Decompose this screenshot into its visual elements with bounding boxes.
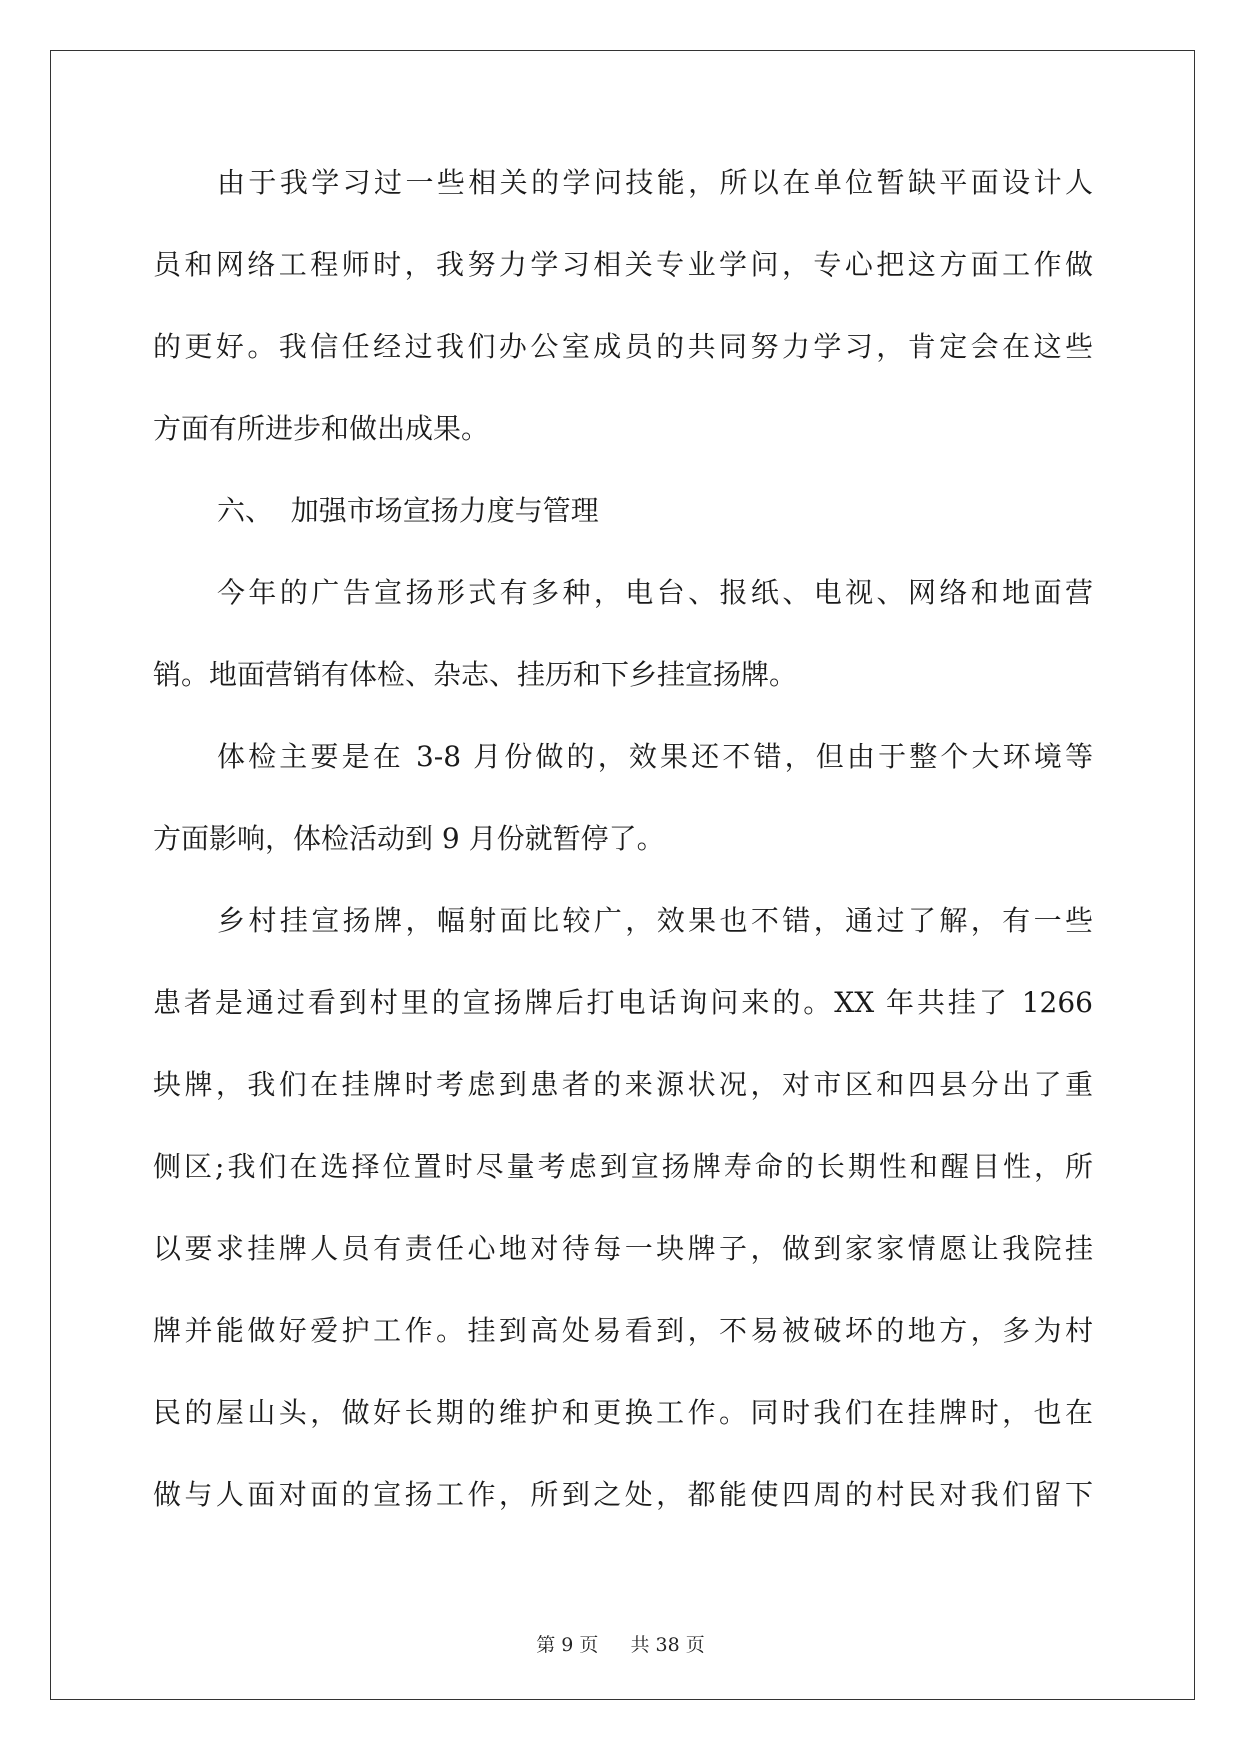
text-line: 侧区;我们在选择位置时尽量考虑到宣扬牌寿命的长期性和醒目性，所 [153, 1150, 1093, 1183]
text-line: 的更好。我信任经过我们办公室成员的共同努力学习，肯定会在这些 [153, 330, 1093, 363]
text-line: 销。地面营销有体检、杂志、挂历和下乡挂宣扬牌。 [153, 658, 798, 691]
text-line: 由于我学习过一些相关的学问技能，所以在单位暂缺平面设计人 [217, 166, 1093, 199]
text-line: 以要求挂牌人员有责任心地对待每一块牌子，做到家家情愿让我院挂 [153, 1232, 1093, 1265]
text-line: 员和网络工程师时，我努力学习相关专业学问，专心把这方面工作做 [153, 248, 1093, 281]
text-line: 块牌，我们在挂牌时考虑到患者的来源状况，对市区和四县分出了重 [153, 1068, 1093, 1101]
section-heading: 六、 加强市场宣扬力度与管理 [217, 494, 599, 527]
text-line: 做与人面对面的宣扬工作，所到之处，都能使四周的村民对我们留下 [153, 1478, 1093, 1511]
page-number: 第 9 页 [536, 1634, 599, 1656]
text-line: 民的屋山头，做好长期的维护和更换工作。同时我们在挂牌时，也在 [153, 1396, 1093, 1429]
document-body [153, 160, 1093, 1554]
text-line: 牌并能做好爱护工作。挂到高处易看到，不易被破坏的地方，多为村 [153, 1314, 1093, 1347]
text-line: 方面影响，体检活动到 9 月份就暂停了。 [153, 822, 665, 855]
text-line: 患者是通过看到村里的宣扬牌后打电话询问来的。XX 年共挂了 1266 [153, 986, 1093, 1019]
page-footer [0, 1630, 1241, 1657]
text-line: 体检主要是在 3-8 月份做的，效果还不错，但由于整个大环境等 [217, 740, 1093, 773]
text-line: 方面有所进步和做出成果。 [153, 412, 490, 445]
text-line: 今年的广告宣扬形式有多种，电台、报纸、电视、网络和地面营 [217, 576, 1093, 609]
text-line: 乡村挂宣扬牌，幅射面比较广，效果也不错，通过了解，有一些 [217, 904, 1093, 937]
page-total: 共 38 页 [630, 1634, 705, 1656]
